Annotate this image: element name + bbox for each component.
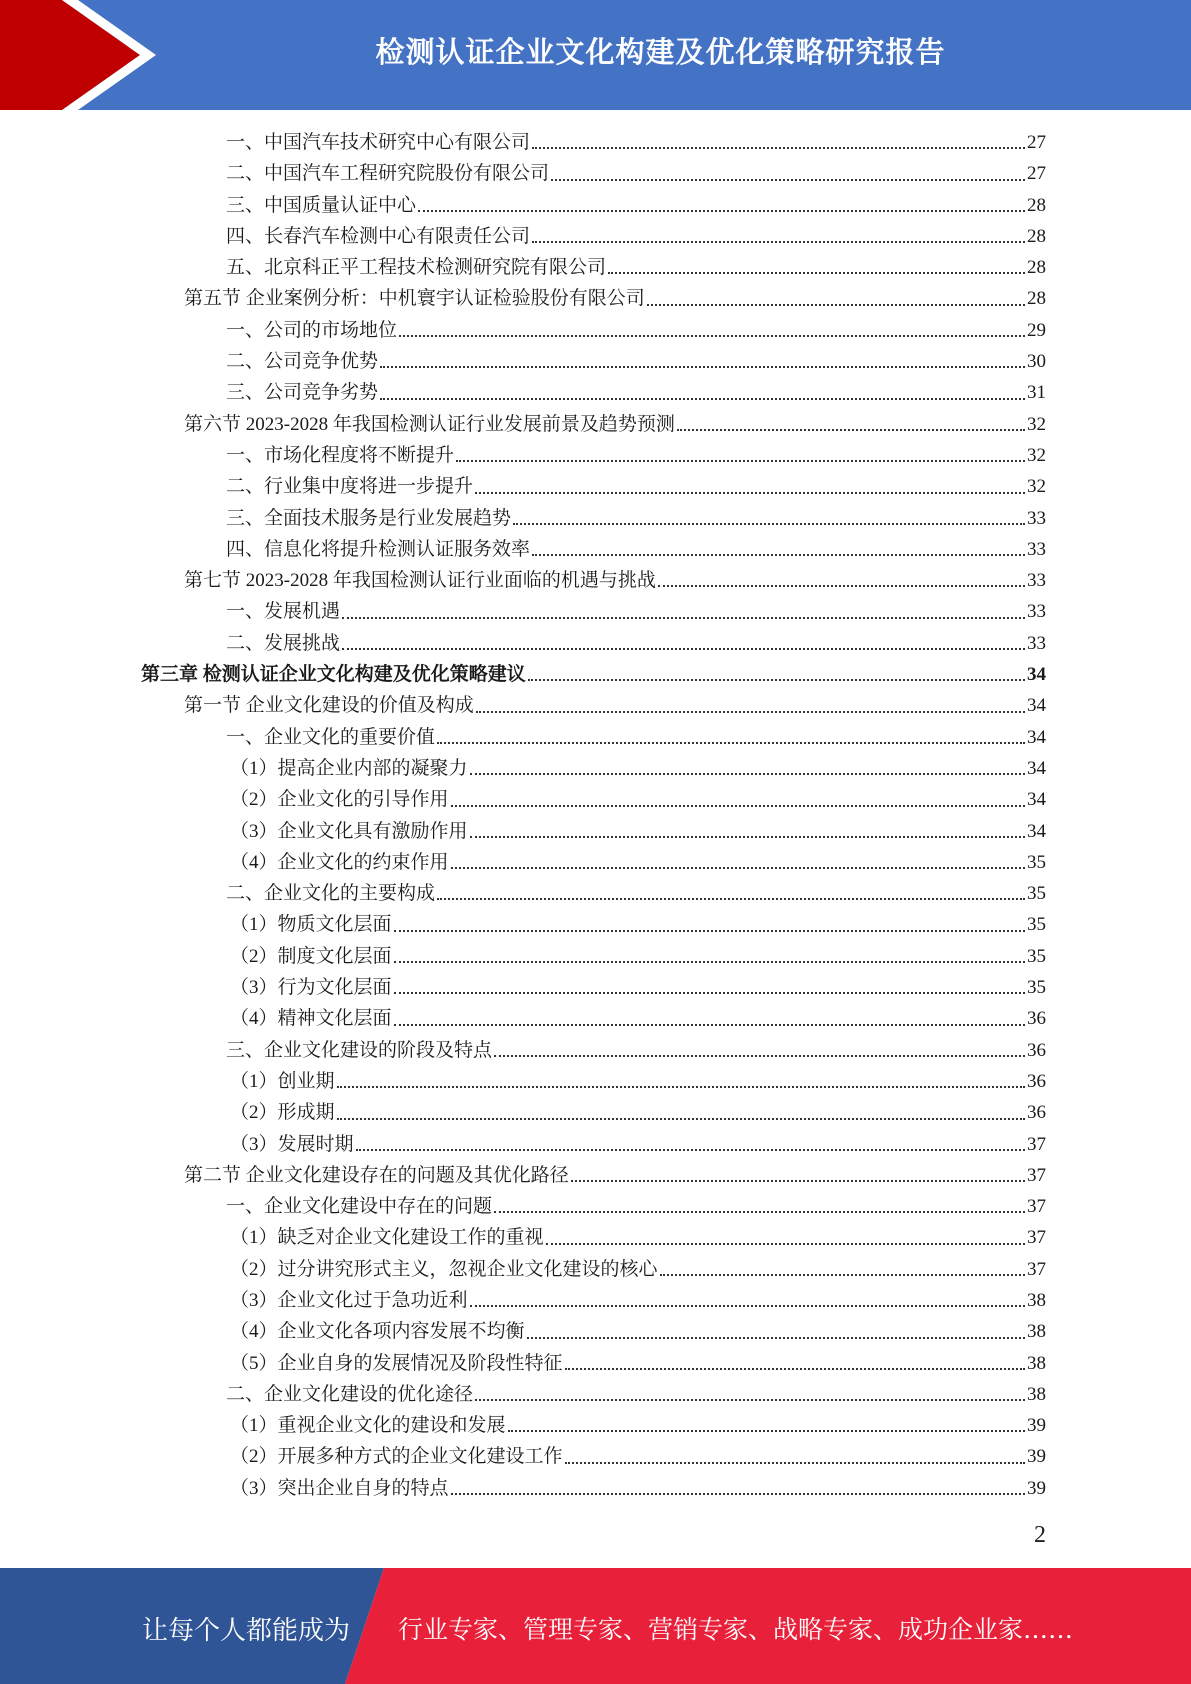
toc-entry-page: 37: [1027, 1133, 1046, 1155]
toc-entry-page: 38: [1027, 1321, 1046, 1343]
toc-entry-title: （2）开展多种方式的企业文化建设工作: [230, 1446, 563, 1468]
toc-leader-dots: [527, 1336, 1025, 1339]
toc-leader-dots: [532, 553, 1025, 556]
report-title: 检测认证企业文化构建及优化策略研究报告: [375, 35, 946, 69]
toc-entry-title: 三、企业文化建设的阶段及特点: [226, 1039, 493, 1061]
toc-entry-page: 34: [1027, 789, 1046, 811]
toc-entry[interactable]: [0, 440, 1191, 471]
toc-entry[interactable]: [0, 847, 1191, 878]
toc-entry-page: 27: [1027, 132, 1046, 153]
toc-entry-title: 五、北京科正平工程技术检测研究院有限公司: [226, 257, 607, 279]
toc-leader-dots: [456, 459, 1025, 462]
toc-entry-page: 36: [1027, 1102, 1046, 1124]
toc-entry-title: 四、长春汽车检测中心有限责任公司: [226, 225, 531, 247]
toc-entry-title: 一、企业文化建设中存在的问题: [226, 1196, 493, 1218]
toc-entry-page: 35: [1027, 945, 1046, 967]
toc-entry[interactable]: [0, 753, 1191, 784]
toc-entry-page: 37: [1027, 1258, 1046, 1280]
toc-entry-title: 第一节 企业文化建设的价值及构成: [184, 695, 474, 717]
toc-entry-title: 第五节 企业案例分析：中机寰宇认证检验股份有限公司: [184, 288, 645, 310]
toc-entry-page: 33: [1027, 570, 1046, 592]
toc-entry-title: （5）企业自身的发展情况及阶段性特征: [230, 1352, 563, 1374]
toc-entry-title: 第六节 2023-2028 年我国检测认证行业发展前景及趋势预测: [184, 413, 675, 435]
toc-entry-title: 一、发展机遇: [226, 601, 341, 623]
toc-leader-dots: [342, 616, 1025, 619]
toc-entry-page: 39: [1027, 1446, 1046, 1468]
toc-leader-dots: [508, 1429, 1025, 1432]
toc-entry[interactable]: [0, 1160, 1191, 1191]
toc-entry[interactable]: [0, 1473, 1191, 1504]
toc-entry[interactable]: [0, 565, 1191, 596]
toc-entry-title: （3）行为文化层面: [230, 977, 392, 999]
toc-entry-page: 32: [1027, 476, 1046, 498]
toc-leader-dots: [399, 334, 1025, 337]
toc-entry-title: （2）过分讲究形式主义，忽视企业文化建设的核心: [230, 1258, 658, 1280]
toc-leader-dots: [394, 929, 1025, 932]
toc-entry[interactable]: [0, 878, 1191, 909]
toc-entry-page: 38: [1027, 1289, 1046, 1311]
toc-entry-page: 33: [1027, 507, 1046, 529]
toc-entry-title: 第三章 检测认证企业文化构建及优化策略建议: [141, 664, 526, 686]
toc-entry-page: 35: [1027, 851, 1046, 873]
toc-entry[interactable]: [0, 1441, 1191, 1472]
toc-entry[interactable]: [0, 690, 1191, 721]
toc-entry[interactable]: [0, 377, 1191, 408]
toc-entry[interactable]: [0, 659, 1191, 690]
toc-entry-title: 第二节 企业文化建设存在的问题及其优化路径: [184, 1164, 569, 1186]
toc-leader-dots: [380, 365, 1025, 368]
toc-entry-page: 33: [1027, 632, 1046, 654]
toc-leader-dots: [394, 1023, 1025, 1026]
toc-leader-dots: [677, 428, 1025, 431]
toc-entry[interactable]: [0, 1066, 1191, 1097]
toc-leader-dots: [565, 1461, 1025, 1464]
toc-entry[interactable]: [0, 1379, 1191, 1410]
toc-entry-page: 34: [1027, 757, 1046, 779]
toc-entry[interactable]: [0, 909, 1191, 940]
toc-entry-page: 28: [1027, 194, 1046, 216]
toc-entry-title: 二、发展挑战: [226, 632, 341, 654]
toc-entry-title: （1）创业期: [230, 1070, 335, 1092]
toc-entry[interactable]: [0, 1285, 1191, 1316]
toc-entry[interactable]: [0, 1222, 1191, 1253]
table-of-contents: [0, 127, 1191, 1504]
toc-entry-title: 二、公司竞争优势: [226, 351, 379, 373]
toc-entry[interactable]: [0, 784, 1191, 815]
toc-entry[interactable]: [0, 1348, 1191, 1379]
toc-leader-dots: [451, 804, 1025, 807]
toc-leader-dots: [394, 991, 1025, 994]
toc-entry-page: 34: [1027, 695, 1046, 717]
toc-leader-dots: [418, 209, 1025, 212]
toc-entry-title: （4）企业文化的约束作用: [230, 851, 449, 873]
toc-entry[interactable]: [0, 596, 1191, 627]
toc-entry[interactable]: [0, 1410, 1191, 1441]
toc-entry-page: 31: [1027, 382, 1046, 404]
toc-entry-title: （1）物质文化层面: [230, 914, 392, 936]
toc-entry[interactable]: [0, 1003, 1191, 1034]
toc-entry[interactable]: [0, 1097, 1191, 1128]
toc-leader-dots: [437, 897, 1025, 900]
toc-entry-title: 三、中国质量认证中心: [226, 194, 417, 216]
toc-entry-page: 32: [1027, 413, 1046, 435]
toc-entry-title: 四、信息化将提升检测认证服务效率: [226, 538, 531, 560]
toc-leader-dots: [571, 1179, 1025, 1182]
toc-leader-dots: [475, 491, 1025, 494]
toc-entry-title: （2）制度文化层面: [230, 945, 392, 967]
toc-entry[interactable]: [0, 722, 1191, 753]
toc-entry-page: 36: [1027, 1070, 1046, 1092]
toc-leader-dots: [551, 178, 1025, 181]
toc-entry-title: 二、企业文化建设的优化途径: [226, 1383, 474, 1405]
toc-entry-title: （3）企业文化过于急功近利: [230, 1289, 468, 1311]
toc-leader-dots: [532, 146, 1025, 149]
toc-leader-dots: [451, 1492, 1025, 1495]
toc-leader-dots: [658, 584, 1025, 587]
toc-entry-title: 二、企业文化的主要构成: [226, 883, 436, 905]
toc-leader-dots: [470, 1304, 1025, 1307]
toc-entry-page: 39: [1027, 1415, 1046, 1437]
toc-entry[interactable]: [0, 409, 1191, 440]
toc-entry[interactable]: [0, 1254, 1191, 1285]
toc-entry[interactable]: [0, 1035, 1191, 1066]
toc-entry-title: （3）发展时期: [230, 1133, 354, 1155]
toc-entry-title: （3）突出企业自身的特点: [230, 1477, 449, 1499]
toc-entry[interactable]: [0, 503, 1191, 534]
toc-leader-dots: [437, 741, 1025, 744]
toc-entry-title: 三、全面技术服务是行业发展趋势: [226, 507, 512, 529]
toc-entry[interactable]: [0, 1316, 1191, 1347]
toc-entry-title: （1）缺乏对企业文化建设工作的重视: [230, 1227, 544, 1249]
footer-banner: [0, 1568, 1191, 1684]
toc-entry[interactable]: [0, 1129, 1191, 1160]
toc-leader-dots: [546, 1242, 1025, 1245]
toc-leader-dots: [470, 772, 1025, 775]
toc-entry-page: 36: [1027, 1039, 1046, 1061]
toc-entry[interactable]: [0, 127, 1191, 158]
toc-leader-dots: [532, 240, 1025, 243]
toc-entry-title: 一、中国汽车技术研究中心有限公司: [226, 132, 531, 153]
page-number: 2: [1034, 1522, 1046, 1548]
toc-leader-dots: [470, 835, 1025, 838]
toc-entry[interactable]: [0, 972, 1191, 1003]
toc-entry[interactable]: [0, 941, 1191, 972]
toc-entry-page: 37: [1027, 1227, 1046, 1249]
toc-entry-title: 第七节 2023-2028 年我国检测认证行业面临的机遇与挑战: [184, 570, 656, 592]
toc-entry-page: 34: [1027, 726, 1046, 748]
toc-entry[interactable]: [0, 534, 1191, 565]
toc-leader-dots: [337, 1117, 1025, 1120]
toc-entry[interactable]: [0, 628, 1191, 659]
toc-entry-page: 35: [1027, 883, 1046, 905]
toc-leader-dots: [565, 1367, 1025, 1370]
toc-entry-title: （2）形成期: [230, 1102, 335, 1124]
toc-entry-page: 28: [1027, 257, 1046, 279]
toc-entry-page: 35: [1027, 914, 1046, 936]
toc-leader-dots: [475, 1398, 1025, 1401]
toc-entry-title: （4）精神文化层面: [230, 1008, 392, 1030]
toc-entry-page: 30: [1027, 351, 1046, 373]
toc-entry-page: 37: [1027, 1196, 1046, 1218]
toc-leader-dots: [494, 1210, 1025, 1213]
toc-leader-dots: [513, 522, 1025, 525]
toc-entry-page: 33: [1027, 601, 1046, 623]
toc-leader-dots: [380, 397, 1025, 400]
toc-entry[interactable]: [0, 252, 1191, 283]
toc-entry[interactable]: [0, 346, 1191, 377]
toc-entry[interactable]: [0, 315, 1191, 346]
toc-entry[interactable]: [0, 158, 1191, 189]
toc-leader-dots: [337, 1085, 1025, 1088]
toc-entry[interactable]: [0, 816, 1191, 847]
header-bar: [0, 0, 1191, 110]
toc-entry-page: 35: [1027, 977, 1046, 999]
toc-leader-dots: [342, 647, 1025, 650]
toc-entry-page: 34: [1027, 820, 1046, 842]
toc-entry-title: （1）提高企业内部的凝聚力: [230, 757, 468, 779]
toc-entry[interactable]: [0, 471, 1191, 502]
toc-entry-title: 一、企业文化的重要价值: [226, 726, 436, 748]
toc-entry-title: （1）重视企业文化的建设和发展: [230, 1415, 506, 1437]
toc-entry-page: 28: [1027, 225, 1046, 247]
toc-leader-dots: [608, 271, 1025, 274]
toc-entry-page: 37: [1027, 1164, 1046, 1186]
toc-entry-page: 29: [1027, 319, 1046, 341]
toc-entry-page: 33: [1027, 538, 1046, 560]
toc-entry-page: 39: [1027, 1477, 1046, 1499]
toc-leader-dots: [451, 866, 1025, 869]
toc-leader-dots: [394, 960, 1025, 963]
toc-leader-dots: [660, 1273, 1025, 1276]
toc-entry-title: （2）企业文化的引导作用: [230, 789, 449, 811]
footer-slogan-right: 行业专家、管理专家、营销专家、战略专家、成功企业家……: [398, 1615, 1074, 1644]
toc-entry-page: 36: [1027, 1008, 1046, 1030]
toc-entry[interactable]: [0, 190, 1191, 221]
toc-leader-dots: [647, 303, 1025, 306]
toc-entry-title: 一、市场化程度将不断提升: [226, 444, 455, 466]
toc-leader-dots: [494, 1054, 1025, 1057]
toc-entry-page: 38: [1027, 1383, 1046, 1405]
toc-entry-page: 27: [1027, 163, 1046, 185]
toc-entry-title: 三、公司竞争劣势: [226, 382, 379, 404]
toc-entry[interactable]: [0, 221, 1191, 252]
toc-entry-page: 28: [1027, 288, 1046, 310]
toc-entry-page: 32: [1027, 444, 1046, 466]
toc-entry-title: （4）企业文化各项内容发展不均衡: [230, 1321, 525, 1343]
toc-entry[interactable]: [0, 1191, 1191, 1222]
toc-entry-page: 38: [1027, 1352, 1046, 1374]
toc-entry-title: 二、中国汽车工程研究院股份有限公司: [226, 163, 550, 185]
toc-entry[interactable]: [0, 283, 1191, 314]
toc-entry-title: 一、公司的市场地位: [226, 319, 398, 341]
toc-leader-dots: [476, 710, 1025, 713]
toc-leader-dots: [528, 678, 1025, 681]
toc-entry-title: （3）企业文化具有激励作用: [230, 820, 468, 842]
toc-entry-page: 34: [1027, 664, 1046, 686]
toc-leader-dots: [356, 1148, 1025, 1151]
toc-entry-title: 二、行业集中度将进一步提升: [226, 476, 474, 498]
footer-slogan-left: 让每个人都能成为: [142, 1616, 351, 1646]
